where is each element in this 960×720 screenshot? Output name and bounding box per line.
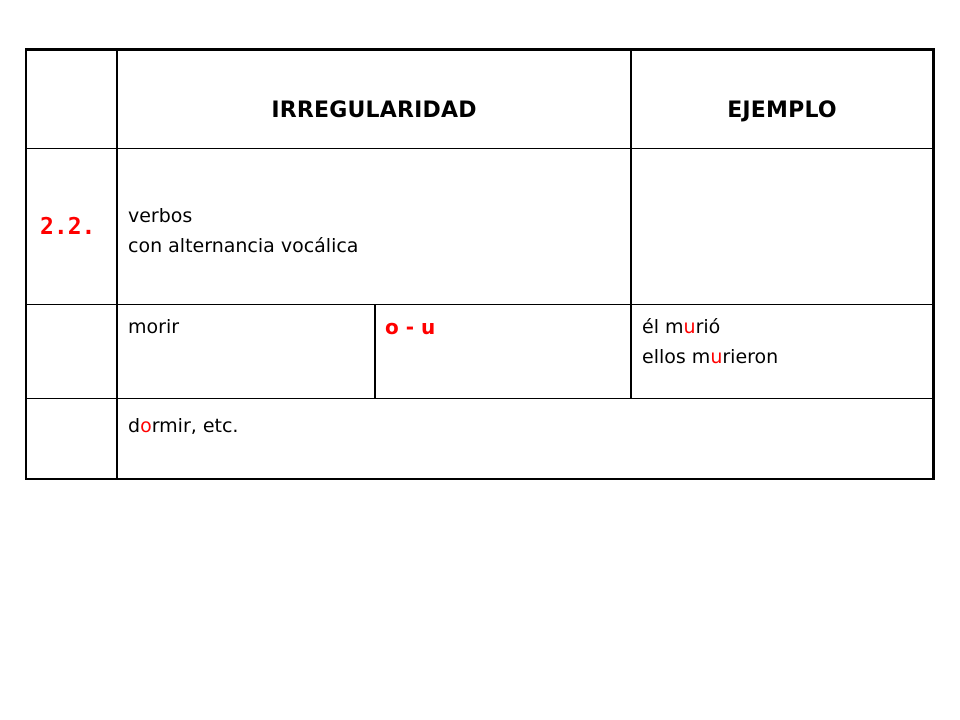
example-2-highlight: u <box>710 346 723 368</box>
header-irregularidad: IRREGULARIDAD <box>271 98 477 123</box>
verb-dormir <box>128 411 628 441</box>
example-1-end: rió <box>695 316 721 338</box>
vowel-change: o - u <box>385 315 436 339</box>
table-border-bottom <box>25 478 935 480</box>
example-line-2 <box>642 342 930 372</box>
table-border-left <box>25 48 27 480</box>
dormir-highlight: o <box>140 415 152 437</box>
table-divider-col2 <box>374 304 376 398</box>
table-divider-row1 <box>25 148 935 149</box>
section-description <box>128 201 628 265</box>
example-2-end: rieron <box>722 346 779 368</box>
example-2-start: ellos m <box>642 346 711 368</box>
example-morir <box>642 312 930 376</box>
header-ejemplo: EJEMPLO <box>727 98 837 123</box>
irregular-verbs-table <box>25 48 935 480</box>
section-line-1: verbos <box>128 205 193 227</box>
verb-morir: morir <box>128 316 180 338</box>
example-1-start: él m <box>642 316 684 338</box>
dormir-start: d <box>128 415 141 437</box>
table-border-right <box>932 48 935 480</box>
table-divider-row2 <box>25 304 935 305</box>
section-number: 2.2. <box>40 214 96 240</box>
dormir-end: rmir, etc. <box>151 415 239 437</box>
section-line-2: con alternancia vocálica <box>128 235 359 257</box>
table-border-top <box>25 48 935 51</box>
example-1-highlight: u <box>683 316 696 338</box>
example-line-1 <box>642 312 930 342</box>
table-divider-row3 <box>25 398 935 399</box>
